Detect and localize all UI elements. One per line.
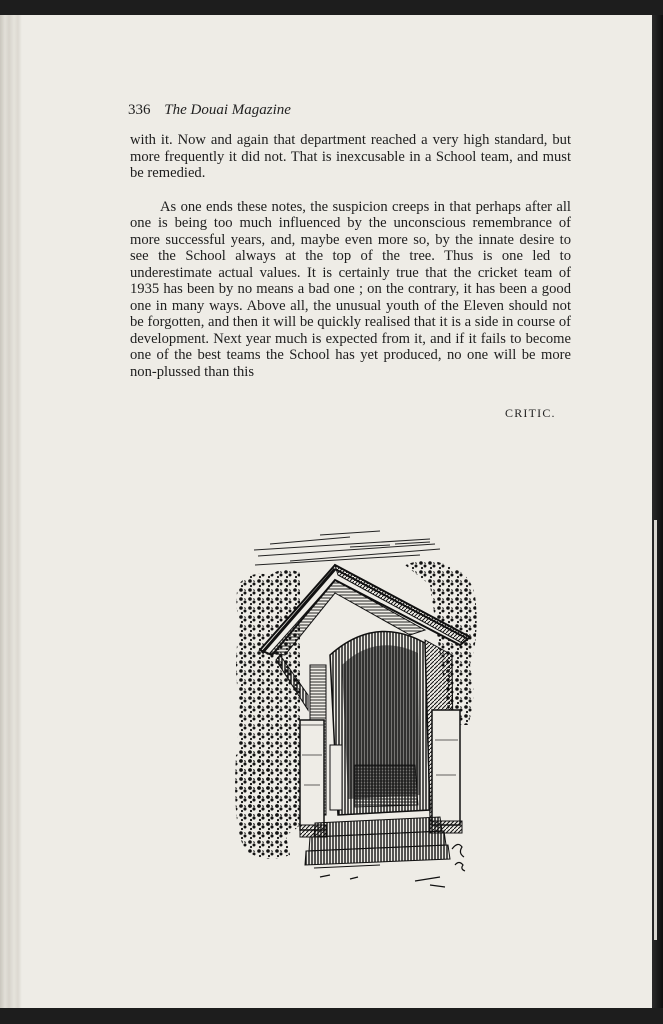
next-page-edge — [654, 520, 657, 940]
running-header — [128, 102, 291, 119]
running-title: The Douai Magazine — [164, 102, 291, 118]
page-gutter — [0, 15, 22, 1008]
article-body — [130, 132, 571, 380]
author-signature: CRITIC. — [505, 406, 556, 420]
porch-gateway-illustration — [230, 525, 482, 895]
paragraph: As one ends these notes, the suspicion creeps in that perhaps after all one is being too much influenced by the unconscious remembrance of more successful years, and, maybe even more so, by the innate desire to see the School always at the top of the tree. Thus is one led to underestimate actual values. It is certainly true that the cricket team of 1935 has been by no means a bad one ; on the contrary, it has been a good one in many ways. Above all, the unusual youth of the Eleven should not be forgotten, and then it will be quickly realised that it is a side in course of development. Next year much is expected from it, and if it fails to become one of the best teams the School has yet produced, no one will be more non-plussed than this — [130, 198, 571, 380]
paragraph: with it. Now and again that department reached a very high standard, but more frequently it did not. That is inexcusable in a School team, and must be remedied. — [130, 132, 571, 181]
page-number: 336 — [128, 102, 151, 118]
